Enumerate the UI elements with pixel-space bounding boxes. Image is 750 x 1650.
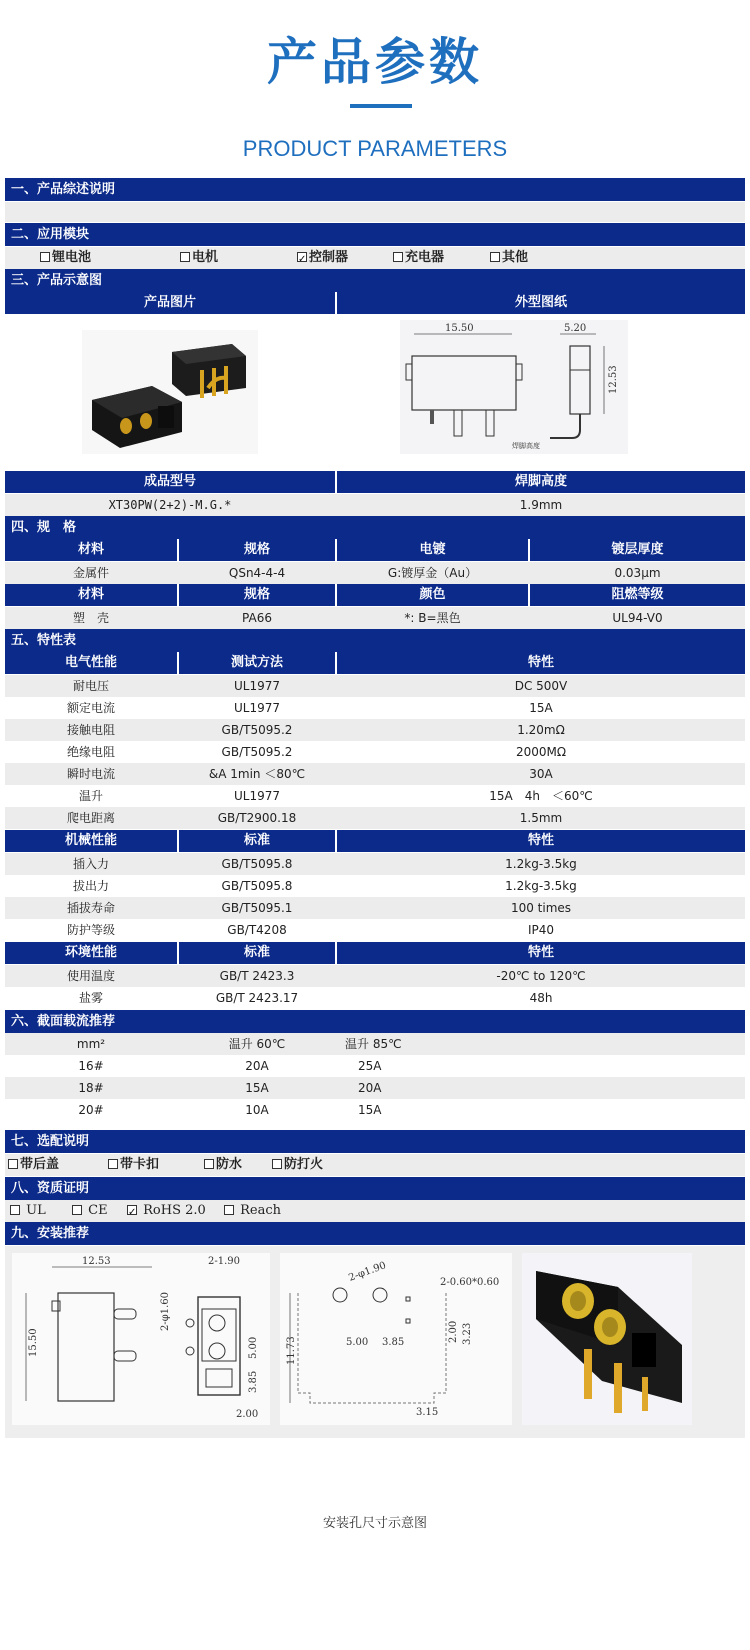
section-application-header: 二、应用模块	[5, 223, 745, 246]
table-cell: 15A	[245, 1081, 269, 1095]
mechanical-col-1: 机械性能	[5, 830, 177, 852]
table-cell: GB/T5095.8	[221, 857, 293, 871]
application-option-other[interactable]: 其他	[490, 247, 528, 269]
table-cell: 接触电阻	[66, 723, 115, 737]
cert-ce[interactable]: CE	[72, 1200, 108, 1222]
svg-text:12.53: 12.53	[608, 365, 619, 394]
table-cell: &A 1min ＜80℃	[208, 767, 306, 781]
table-cell: GB/T5095.8	[221, 879, 293, 893]
cert-rohs[interactable]: ✓ RoHS 2.0	[127, 1200, 206, 1222]
table-cell: 48h	[529, 991, 553, 1005]
table-cell: 瞬时电流	[66, 767, 115, 781]
spec-col-flame: 阻燃等级	[530, 584, 745, 606]
checkbox-icon	[180, 252, 190, 262]
install-drawing-2	[280, 1253, 512, 1425]
electrical-col-1: 电气性能	[5, 652, 177, 674]
table-cell: 防护等级	[66, 923, 115, 937]
table-cell: 1.20mΩ	[517, 723, 565, 737]
checkbox-icon	[204, 1159, 214, 1169]
svg-text:2.00: 2.00	[448, 1320, 459, 1343]
spec-col-spec-2: 规格	[179, 584, 335, 606]
outline-drawing-icon	[400, 320, 628, 454]
application-option-battery[interactable]: 锂电池	[40, 247, 91, 269]
checkbox-icon	[272, 1159, 282, 1169]
table-cell: G:镀厚金（Au）	[387, 566, 478, 580]
table-cell: 20A	[245, 1059, 269, 1073]
table-cell: GB/T 2423.17	[215, 991, 299, 1005]
svg-text:5.00: 5.00	[248, 1336, 259, 1359]
table-cell: 温升 60℃	[228, 1037, 286, 1051]
main-title: 产品参数	[267, 33, 483, 91]
table-cell: -20℃ to 120℃	[496, 969, 586, 983]
environment-col-2: 标准	[179, 942, 335, 964]
option-back-cover[interactable]: 带后盖	[8, 1154, 59, 1176]
cert-reach[interactable]: Reach	[224, 1200, 281, 1222]
svg-text:5.20: 5.20	[564, 323, 587, 334]
table-cell: 20A	[358, 1081, 382, 1095]
install-3d-render	[522, 1253, 692, 1425]
table-cell: 0.03μm	[614, 566, 661, 580]
cert-ul[interactable]: UL	[10, 1200, 46, 1222]
table-cell: GB/T5095.1	[221, 901, 293, 915]
checkbox-icon	[40, 252, 50, 262]
table-cell: 额定电流	[66, 701, 115, 715]
table-cell: 拔出力	[72, 879, 109, 893]
title-underline	[350, 104, 412, 108]
table-cell: 15A	[358, 1103, 382, 1117]
table-cell: QSn4-4-4	[228, 566, 286, 580]
table-cell: 插入力	[72, 857, 109, 871]
section-install-header: 九、安装推荐	[5, 1222, 745, 1245]
table-cell: 插拔寿命	[66, 901, 115, 915]
install-drawing-2-icon	[280, 1253, 512, 1425]
section-spec-header: 四、规 格	[5, 516, 745, 539]
table-cell: 25A	[358, 1059, 382, 1073]
checkbox-checked-icon	[127, 1205, 137, 1215]
checkbox-icon	[224, 1205, 234, 1215]
spec-col-plating: 电镀	[337, 539, 528, 561]
svg-text:2-0.60*0.60: 2-0.60*0.60	[440, 1277, 500, 1288]
table-cell: 温升 85℃	[345, 1037, 402, 1051]
checkbox-icon	[393, 252, 403, 262]
table-cell: 16#	[78, 1059, 104, 1073]
drawing-header: 外型图纸	[337, 292, 745, 314]
table-cell: 10A	[245, 1103, 269, 1117]
application-option-controller[interactable]: ✓ 控制器	[297, 247, 348, 269]
table-cell: 1.2kg-3.5kg	[505, 879, 577, 893]
svg-text:12.53: 12.53	[82, 1256, 111, 1267]
svg-text:15.50: 15.50	[445, 323, 474, 334]
table-cell: 15A 4h ＜60℃	[489, 789, 593, 803]
table-cell: 18#	[78, 1081, 104, 1095]
table-cell: 耐电压	[72, 679, 109, 693]
table-cell: UL1977	[233, 679, 280, 693]
table-cell: 盐雾	[78, 991, 103, 1005]
certs-row	[5, 1200, 745, 1222]
table-cell: 绝缘电阻	[66, 745, 115, 759]
table-cell: 使用温度	[66, 969, 115, 983]
section-current-header: 六、截面载流推荐	[5, 1010, 745, 1033]
table-cell: 塑 壳	[72, 611, 109, 625]
solder-height-header: 焊脚高度	[337, 471, 745, 493]
table-cell: 30A	[529, 767, 553, 781]
application-row	[5, 247, 745, 269]
section-certs-header: 八、资质证明	[5, 1177, 745, 1200]
svg-text:15.50: 15.50	[28, 1328, 39, 1357]
svg-text:2.00: 2.00	[236, 1409, 259, 1420]
option-waterproof[interactable]: 防水	[204, 1154, 242, 1176]
table-cell: 温升	[78, 789, 103, 803]
table-cell: GB/T5095.2	[221, 723, 293, 737]
checkbox-icon	[108, 1159, 118, 1169]
electrical-col-3: 特性	[337, 652, 745, 674]
overview-content	[5, 202, 745, 222]
section-options-header: 七、选配说明	[5, 1130, 745, 1153]
checkbox-checked-icon	[297, 252, 307, 262]
svg-text:3.85: 3.85	[382, 1337, 405, 1348]
model-value: XT30PW(2+2)-M.G.*	[108, 498, 232, 512]
sub-title: PRODUCT PARAMETERS	[242, 136, 508, 161]
section-characteristics-header: 五、特性表	[5, 629, 745, 652]
outline-drawing	[400, 320, 628, 454]
spec-col-material: 材料	[5, 539, 177, 561]
option-latch[interactable]: 带卡扣	[108, 1154, 159, 1176]
spec-col-material-2: 材料	[5, 584, 177, 606]
environment-col-3: 特性	[337, 942, 745, 964]
svg-text:2-φ1.60: 2-φ1.60	[160, 1291, 171, 1331]
install-caption: 安装孔尺寸示意图	[322, 1516, 427, 1531]
table-cell: 爬电距离	[66, 811, 115, 825]
table-cell: 1.2kg-3.5kg	[505, 857, 577, 871]
svg-text:3.15: 3.15	[416, 1407, 439, 1418]
table-cell: GB/T5095.2	[221, 745, 293, 759]
table-cell: 金属件	[72, 566, 109, 580]
table-cell: *: B=黑色	[404, 611, 461, 625]
application-option-charger[interactable]: 充电器	[393, 247, 444, 269]
svg-text:11.73: 11.73	[286, 1336, 297, 1365]
install-drawing-1	[12, 1253, 270, 1425]
spec-col-thickness: 镀层厚度	[530, 539, 745, 561]
table-cell: GB/T2900.18	[217, 811, 297, 825]
connector-3d-icon	[522, 1253, 692, 1425]
table-cell: 100 times	[510, 901, 572, 915]
svg-text:2-1.90: 2-1.90	[208, 1256, 241, 1267]
table-cell: GB/T 2423.3	[219, 969, 295, 983]
table-cell: UL1977	[233, 789, 280, 803]
svg-text:3.23: 3.23	[462, 1322, 473, 1345]
table-cell: UL94-V0	[612, 611, 663, 625]
table-cell: mm²	[76, 1037, 106, 1051]
spec-col-color: 颜色	[337, 584, 528, 606]
section-diagram-header: 三、产品示意图	[5, 269, 745, 292]
connector-photo-icon	[82, 330, 258, 454]
table-cell: PA66	[242, 611, 272, 625]
environment-col-1: 环境性能	[5, 942, 177, 964]
spec-col-spec: 规格	[179, 539, 335, 561]
table-cell: UL1977	[233, 701, 280, 715]
checkbox-icon	[8, 1159, 18, 1169]
option-anti-spark[interactable]: 防打火	[272, 1154, 323, 1176]
install-drawing-1-icon	[12, 1253, 270, 1425]
checkbox-icon	[490, 252, 500, 262]
svg-text:3.85: 3.85	[248, 1370, 259, 1393]
checkbox-icon	[72, 1205, 82, 1215]
table-cell: GB/T4208	[227, 923, 287, 937]
product-photo	[82, 330, 258, 454]
svg-text:焊脚高度: 焊脚高度	[512, 442, 540, 450]
table-cell: 15A	[529, 701, 553, 715]
mechanical-col-3: 特性	[337, 830, 745, 852]
electrical-col-2: 测试方法	[179, 652, 335, 674]
checkbox-icon	[10, 1205, 20, 1215]
model-header: 成品型号	[5, 471, 335, 493]
svg-text:2-φ1.90: 2-φ1.90	[347, 1260, 388, 1284]
table-cell: 1.5mm	[519, 811, 563, 825]
photo-header: 产品图片	[5, 292, 335, 314]
svg-text:5.00: 5.00	[346, 1337, 369, 1348]
mechanical-col-2: 标准	[179, 830, 335, 852]
section-overview-header: 一、产品综述说明	[5, 178, 745, 201]
table-cell: 2000MΩ	[515, 745, 567, 759]
table-cell: IP40	[527, 923, 555, 937]
table-cell: DC 500V	[514, 679, 568, 693]
solder-height-value: 1.9mm	[519, 498, 563, 512]
table-cell: 20#	[78, 1103, 104, 1117]
application-option-motor[interactable]: 电机	[180, 247, 218, 269]
